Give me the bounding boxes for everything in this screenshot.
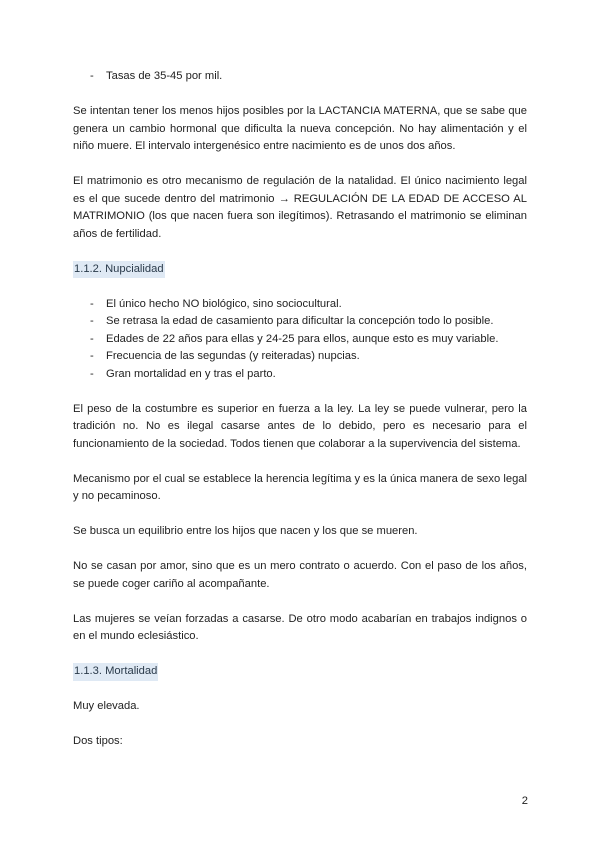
page-number: 2 [521,795,528,807]
paragraph-lactancia: Se intentan tener los menos hijos posibles por la LACTANCIA MATERNA, que se sabe que genera un cambio hormonal que dificulta la nueva concepción. No hay alimentación y el niño muere. El intervalo intergenésico entre nacimiento es de unos dos años. [73,105,527,152]
paragraph-herencia: Mecanismo por el cual se establece la herencia legítima y es la única manera de sexo legal y no pecaminoso. [73,472,527,502]
nupcialidad-list [73,296,527,384]
list-item: - Edades de 22 años para ellas y 24-25 para ellos, aunque esto es muy variable. [73,331,527,349]
list-item: - El único hecho NO biológico, sino sociocultural. [73,296,527,314]
paragraph-muy-elevada: Muy elevada. [73,700,140,712]
paragraph-mujeres: Las mujeres se veían forzadas a casarse. De otro modo acabarían en trabajos indignos o en el mundo eclesiástico. [73,612,527,642]
paragraph-contrato: No se casan por amor, sino que es un mero contrato o acuerdo. Con el paso de los años, se puede coger cariño al acompañante. [73,560,527,590]
paragraph-dos-tipos: Dos tipos: [73,735,123,747]
paragraph-equilibrio: Se busca un equilibrio entre los hijos que nacen y los que se mueren. [73,525,418,537]
list-item: - Frecuencia de las segundas (y reiteradas) nupcias. [73,348,527,366]
list-item: - Gran mortalidad en y tras el parto. [73,366,527,384]
paragraph-matrimonio: El matrimonio es otro mecanismo de regulación de la natalidad. El único nacimiento legal es el que sucede dentro del matrimonio → REGULACIÓN DE LA EDAD DE ACCESO AL MATRIMONIO (los que nacen fuera son ilegítimos). Retrasando el matrimonio se eliminan años de fertilidad. [73,175,527,240]
section-heading-nupcialidad: 1.1.2. Nupcialidad [73,261,165,279]
list-item: - Tasas de 35-45 por mil. [73,68,527,86]
paragraph-costumbre: El peso de la costumbre es superior en fuerza a la ley. La ley se puede vulnerar, pero la tradición no. No es ilegal casarse antes de lo debido, pero es necesario para el funcionamiento de la sociedad. Todos tienen que colaborar a la supervivencia del sistema. [73,402,527,450]
page-content [73,68,527,751]
rates-list [73,68,527,86]
list-item: - Se retrasa la edad de casamiento para dificultar la concepción todo lo posible. [73,313,527,331]
section-heading-mortalidad: 1.1.3. Mortalidad [73,663,158,681]
